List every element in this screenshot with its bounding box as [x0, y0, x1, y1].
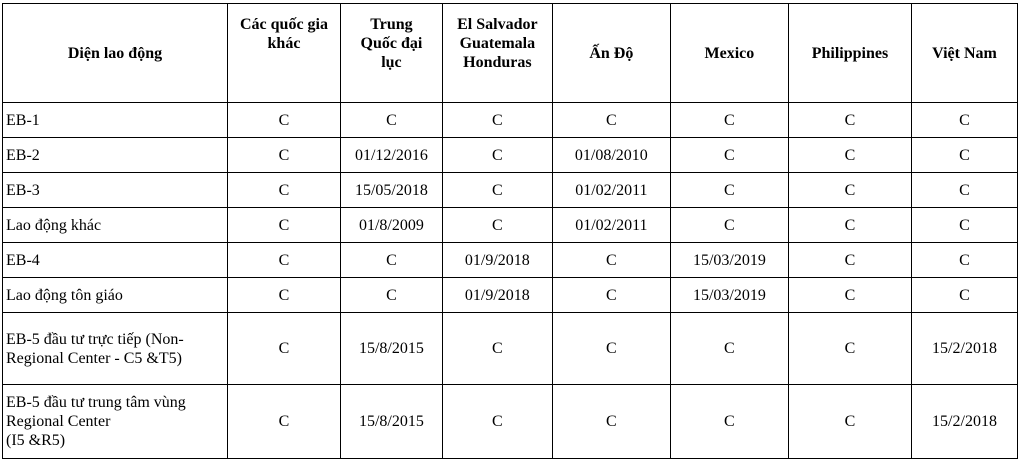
- table-cell: C: [227, 243, 340, 278]
- table-cell: C: [442, 173, 552, 208]
- table-cell: C: [670, 173, 788, 208]
- header-row: [3, 4, 1018, 103]
- header-mexico: Mexico: [670, 4, 788, 103]
- row-label: Lao động tôn giáo: [3, 278, 228, 313]
- row-label-line: EB-5 đầu tư trực tiếp (Non-: [6, 330, 184, 348]
- row-label-line: Regional Center - C5 &T5): [6, 349, 182, 367]
- table-cell: C: [227, 138, 340, 173]
- row-label: EB-3: [3, 173, 228, 208]
- table-cell: C: [227, 173, 340, 208]
- table-row: [3, 103, 1018, 138]
- table-row: [3, 313, 1018, 385]
- table-cell: C: [788, 385, 911, 459]
- table-cell: 15/2/2018: [911, 313, 1017, 385]
- table-cell: C: [911, 208, 1017, 243]
- table-cell: C: [227, 278, 340, 313]
- table-cell: C: [911, 243, 1017, 278]
- table-cell: 15/03/2019: [670, 243, 788, 278]
- table-cell: C: [788, 243, 911, 278]
- table-cell: C: [227, 385, 340, 459]
- table-cell: C: [227, 208, 340, 243]
- table-cell: 15/8/2015: [340, 385, 442, 459]
- table-row: [3, 385, 1018, 459]
- table-cell: C: [670, 385, 788, 459]
- table-cell: C: [788, 278, 911, 313]
- header-central-america: [442, 4, 552, 103]
- table-cell: C: [788, 313, 911, 385]
- row-label-line: Regional Center: [6, 413, 111, 430]
- table-cell: C: [911, 103, 1017, 138]
- row-label: EB-4: [3, 243, 228, 278]
- table-cell: C: [552, 278, 670, 313]
- header-category: Diện lao động: [3, 4, 228, 103]
- table-cell: C: [670, 138, 788, 173]
- table-cell: 01/12/2016: [340, 138, 442, 173]
- table-cell: 01/8/2009: [340, 208, 442, 243]
- header-line: Trung: [370, 16, 413, 33]
- table-cell: C: [670, 103, 788, 138]
- table-cell: 15/03/2019: [670, 278, 788, 313]
- header-vietnam: Việt Nam: [911, 4, 1017, 103]
- table-cell: C: [911, 138, 1017, 173]
- table-cell: C: [788, 103, 911, 138]
- table-cell: C: [442, 313, 552, 385]
- header-philippines: Philippines: [788, 4, 911, 103]
- table-cell: 01/02/2011: [552, 208, 670, 243]
- table-cell: C: [552, 103, 670, 138]
- table-cell: 01/9/2018: [442, 278, 552, 313]
- table-cell: C: [340, 103, 442, 138]
- header-china: [340, 4, 442, 103]
- header-other-countries: [227, 4, 340, 103]
- table-cell: C: [552, 385, 670, 459]
- table-cell: C: [340, 243, 442, 278]
- table-row: [3, 173, 1018, 208]
- table-cell: C: [442, 208, 552, 243]
- header-line: lục: [381, 54, 402, 71]
- table-row: [3, 208, 1018, 243]
- table-cell: C: [552, 313, 670, 385]
- table-cell: 01/02/2011: [552, 173, 670, 208]
- table-cell: C: [911, 278, 1017, 313]
- table-cell: C: [911, 173, 1017, 208]
- row-label: [3, 313, 228, 385]
- table-cell: C: [788, 208, 911, 243]
- table-cell: C: [788, 138, 911, 173]
- row-label-line: (I5 &R5): [6, 432, 66, 449]
- table-row: [3, 243, 1018, 278]
- table-row: [3, 278, 1018, 313]
- table-cell: C: [340, 278, 442, 313]
- table-cell: C: [670, 313, 788, 385]
- header-line: Honduras: [463, 54, 532, 71]
- table-cell: C: [442, 385, 552, 459]
- table-cell: C: [227, 313, 340, 385]
- row-label-line: EB-5 đầu tư trung tâm vùng: [6, 394, 186, 411]
- table-cell: 15/8/2015: [340, 313, 442, 385]
- header-line: khác: [267, 35, 301, 52]
- row-label: EB-1: [3, 103, 228, 138]
- row-label: [3, 385, 228, 459]
- row-label: Lao động khác: [3, 208, 228, 243]
- table-cell: 15/05/2018: [340, 173, 442, 208]
- header-line: Guatemala: [459, 35, 536, 52]
- table-cell: C: [442, 103, 552, 138]
- table-cell: 01/9/2018: [442, 243, 552, 278]
- header-india: Ấn Độ: [552, 4, 670, 103]
- row-label: EB-2: [3, 138, 228, 173]
- header-line: El Salvador: [457, 16, 538, 33]
- table-cell: C: [788, 173, 911, 208]
- header-line: Quốc đại: [360, 35, 423, 52]
- header-line: Các quốc gia: [239, 16, 328, 33]
- table-cell: C: [442, 138, 552, 173]
- table-cell: C: [227, 103, 340, 138]
- table-cell: 15/2/2018: [911, 385, 1017, 459]
- visa-bulletin-table: [2, 3, 1018, 459]
- table-cell: 01/08/2010: [552, 138, 670, 173]
- table-cell: C: [670, 208, 788, 243]
- table-cell: C: [552, 243, 670, 278]
- table-row: [3, 138, 1018, 173]
